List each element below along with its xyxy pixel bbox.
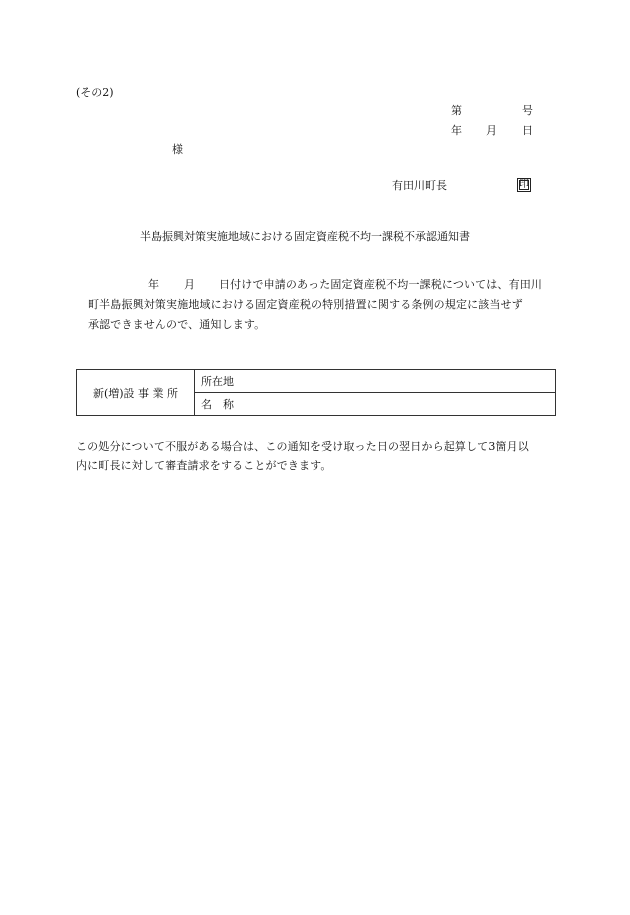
seal-mark: 印 xyxy=(519,179,529,190)
document-title: 半島振興対策実施地域における固定資産税不均一課税不承認通知書 xyxy=(140,230,470,243)
body-month-label: 月 xyxy=(184,278,196,291)
body-year-label: 年 xyxy=(148,278,160,291)
reference-number-prefix: 第 xyxy=(451,104,462,117)
reference-number-suffix: 号 xyxy=(522,104,533,117)
body-line-2: 町半島振興対策実施地域における固定資産税の特別措置に関する条例の規定に該当せず xyxy=(88,298,523,311)
appeal-notice-line-2: 内に町長に対して審査請求をすることができます。 xyxy=(76,459,332,472)
location-field-label: 所在地 xyxy=(195,370,556,393)
name-field-label: 名 称 xyxy=(195,393,556,416)
date-day-label: 日 xyxy=(522,124,533,137)
date-year-label: 年 xyxy=(451,124,462,137)
table-row xyxy=(77,370,556,393)
appeal-notice-line-1: この処分について不服がある場合は、この通知を受け取った日の翌日から起算して3箇月以 xyxy=(76,440,529,453)
date-month-label: 月 xyxy=(486,124,497,137)
recipient-suffix: 様 xyxy=(172,143,183,156)
establishment-label: 新(増)設 事 業 所 xyxy=(77,370,195,416)
issuer-name: 有田川町長 xyxy=(392,179,447,192)
body-line-3: 承認できませんので、通知します。 xyxy=(88,318,266,331)
form-number: (その2) xyxy=(76,86,114,99)
establishment-table xyxy=(76,369,556,416)
body-line-1: 日付けで申請のあった固定資産税不均一課税については、有田川 xyxy=(219,278,543,291)
